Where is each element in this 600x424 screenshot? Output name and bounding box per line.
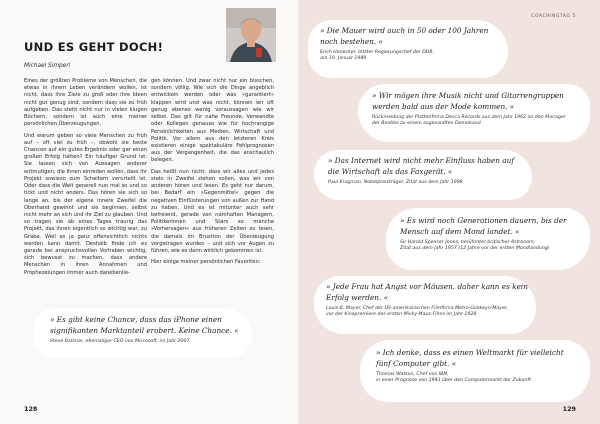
- quote-source: [372, 115, 582, 128]
- source-line: vor der Kinopremiere des ersten Micky-Maus-Films im Jahr 1928: [326, 312, 477, 318]
- quote-bubble-6: [360, 340, 590, 402]
- quote-bubble-1: [308, 20, 508, 78]
- paragraph: Und warum geben so viele Menschen zu früh auf – oft viel zu früh –, obwohl sie beste Chancen auf ein gutes Ergebnis oder gar einen großen Erfolg hätten? Ein häufiger Grund ist: Sie lassen sich von Aussagen anderer entmutigen, die ihnen einreden wollen, dass ihr Projekt sowieso zum Scheitern verurteilt ist. Oder dass die Welt generell nun mal so und so tickt und nicht anders. Das hören sie sich so lange an, bis der eigene innere Zweifel die Oberhand gewinnt und sie beginnen, selbst nicht mehr an sich und ihr Ziel zu glauben. Und so tragen sie ab eines Tages traurig das Projekt, das ihnen eigentlich so wichtig war, zu Grabe. Weil es ja ganz offensichtlich nichts werden kann damit. Deshalb finde ich es gerade bei anspruchsvollen Vorhaben wichtig, sich bewusst zu machen, dass andere Menschen in ihren Annahmen und Prophezeiungen immer auch danebenlie-: [24, 132, 148, 276]
- author-photo: [226, 8, 276, 62]
- paragraph: Das heißt nun nicht, dass wir alles und jedes stets in Zweifel ziehen sollen, was wir von anderen hören und lesen. Es geht nur darum, bei Bedarf ein »Gegenmittel« gegen die negativen Einflüsterungen von außen zur Hand zu haben. Und es ist mitunter auch sehr befreiend, gerade von namhaften Managern, Politikerinnen und Stars so manche »Vorhersagen« aus früheren Zeiten zu lesen, die damals im Brustton der Überzeugung vorgetragen wurden – und sich vor Augen zu führen, wie es dann wirklich gekommen ist.: [151, 168, 274, 255]
- article-title: UND ES GEHT DOCH!: [24, 40, 164, 54]
- quote-bubble-4: [386, 208, 590, 270]
- quote-bubble-left: [34, 308, 252, 358]
- paragraph: Eines der größten Probleme von Menschen, die etwas in ihrem Leben verändern wollen, ist nicht, dass ihre Ziele zu groß oder ihre Ideen nicht gut genug sind, sondern dass sie zu früh aufgeben. Das steht nicht nur in vielen klugen Büchern, sondern ist auch eine meiner persönlichen Überzeugungen.: [24, 78, 147, 128]
- source-line: in einer Prognose von 1943 über den Computermarkt der Zukunft: [376, 378, 531, 384]
- source-line: Thomas Watson, Chef von IBM,: [376, 371, 449, 377]
- quote-bubble-2: [358, 84, 590, 142]
- quote-source: [400, 240, 584, 253]
- right-page: [300, 0, 600, 424]
- page-number-left: 128: [24, 405, 38, 413]
- quote-source: Paul Krugman, Nobelpreisträger, Zitat aus dem Jahr 1998: [328, 179, 463, 185]
- source-line: Erich Honecker, letzter Regierungschef der DDR,: [320, 49, 435, 55]
- body-column-2: [151, 78, 274, 270]
- book-spine-shadow: [298, 0, 302, 424]
- quote-source: [376, 372, 580, 385]
- paragraph: Hier einige meiner persönlichen Favoriten:: [151, 259, 261, 266]
- quote-text: » Es wird noch Generationen dauern, bis der Mensch auf dem Mond landet. «: [400, 216, 567, 236]
- quote-bubble-5: [314, 276, 536, 334]
- quote-text: » Das Internet wird nicht mehr Einfluss haben auf die Wirtschaft als das Faxgerät. «: [328, 156, 515, 176]
- author-name: Michael Simperl: [24, 63, 71, 69]
- quote-source: Steve Ballmer, ehemaliger CEO von Microsoft, im Jahr 2007: [50, 338, 190, 344]
- quote-text: » Es gibt keine Chance, dass das iPhone einen signifikanten Marktanteil erobert. Keine Chance. «: [50, 315, 239, 335]
- quote-source: [326, 306, 530, 319]
- source-line: Sir Harold Spencer Jones, berühmter britischer Astronom,: [400, 239, 536, 245]
- source-line: am 19. Januar 1989: [320, 56, 367, 62]
- source-line: Louis B. Mayer, Chef der US-amerikanischen Filmfirma Metro-Goldwyn-Mayer,: [326, 305, 508, 311]
- portrait-image: [226, 8, 276, 62]
- source-line: Zitat aus dem Jahr 1957 (12 Jahre vor der ersten Mondlandung): [400, 246, 550, 252]
- quote-bubble-3: [314, 150, 532, 200]
- body-column-1: [24, 78, 147, 281]
- quote-source: [320, 50, 500, 63]
- quote-text: » Jede Frau hat Angst vor Mäusen, daher kann es kein Erfolg werden. «: [326, 282, 528, 302]
- quote-text: » Ich denke, dass es einen Weltmarkt für vielleicht fünf Computer gibt. «: [376, 348, 564, 368]
- quote-text: » Die Mauer wird auch in 50 oder 100 Jahren noch bestehen. «: [320, 26, 489, 46]
- quote-text: » Wir mögen ihre Musik nicht und Gitarrengruppen werden bald aus der Mode kommen. «: [372, 91, 564, 111]
- running-head: COACHINGTAG 5: [531, 14, 576, 19]
- page-number-right: 129: [562, 405, 576, 413]
- paragraph: gen können. Und zwar nicht nur ein bisschen, sondern völlig. Wie sich die Dinge angeblich entwickeln werden oder was »garantiert« klappen wird und was nicht, können wir oft genug ebenso wenig voraussagen wie wir selbst. Das gilt für nahe Freunde, Verwandte oder Kollegen genauso wie für hochrangige Persönlichkeiten aus Medien, Wirtschaft und Politik. Vor allem aus den letzteren Kreis existieren einige spektakuläre Fehlprognosen aus der Vergangenheit, die das anschaulich belegen.: [151, 78, 274, 164]
- source-line: der Beatles zu einem zugesandten Demoband: [372, 121, 481, 127]
- source-line: Rückmeldung der Plattenfirma Decca Records aus dem Jahr 1962 an den Manager: [372, 114, 566, 120]
